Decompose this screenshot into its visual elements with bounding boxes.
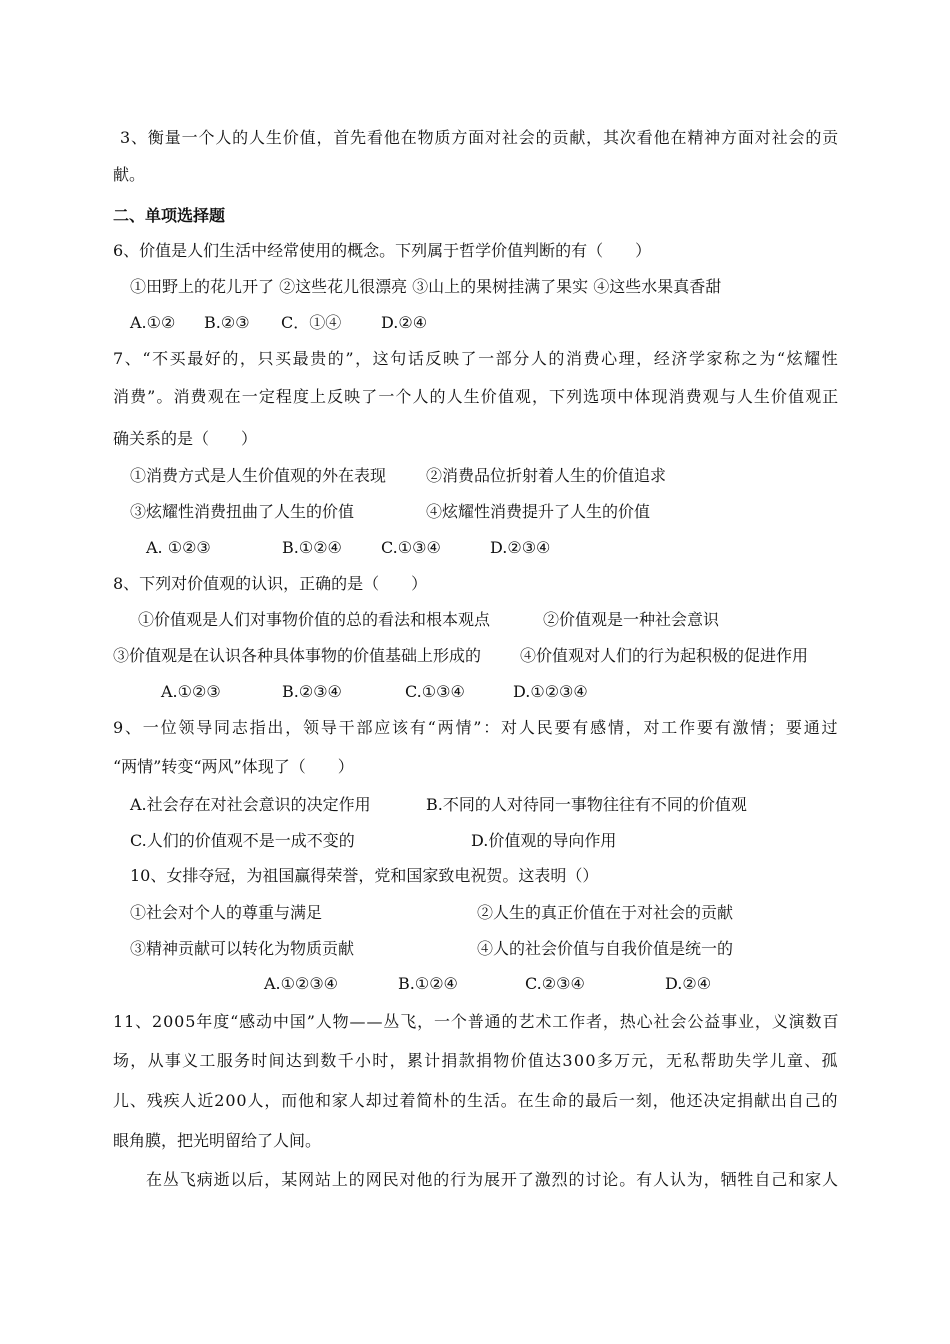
q11-line-1: 11、2005年度“感动中国”人物——丛飞，一个普通的艺术工作者，热心社会公益事业，义演数百 (113, 1012, 840, 1031)
q8-option-c: C.①③④ (405, 682, 465, 701)
q10-option-a: A.①②③④ (264, 974, 339, 993)
q6-option-a: A.①② (130, 313, 176, 332)
q6-statements: ①田野上的花儿开了 ②这些花儿很漂亮 ③山上的果树挂满了果实 ④这些水果真香甜 (130, 277, 722, 296)
q8-statement-2: ②价值观是一种社会意识 (543, 610, 720, 629)
q11-line-2: 场，从事义工服务时间达到数千小时，累计捐款捐物价值达300多万元，无私帮助失学儿童、孤 (113, 1051, 839, 1070)
q11-line-3: 儿、残疾人近200人，而他和家人却过着简朴的生活。在生命的最后一刻，他还决定捐献出自己的 (113, 1091, 839, 1110)
q9-stem-2: “两情”转变“两风”体现了（ ） (113, 757, 354, 776)
q7-option-b: B.①②④ (282, 538, 342, 557)
q7-stem-2: 消费”。消费观在一定程度上反映了一个人的人生价值观，下列选项中体现消费观与人生价值观正 (113, 387, 840, 406)
q7-option-c: C.①③④ (381, 538, 441, 557)
q10-statement-1: ①社会对个人的尊重与满足 (130, 903, 323, 922)
q8-statement-4: ④价值观对人们的行为起积极的促进作用 (520, 646, 809, 665)
q7-statement-3: ③炫耀性消费扭曲了人生的价值 (130, 502, 355, 521)
q6-option-d: D.②④ (381, 313, 428, 332)
q7-statement-1: ①消费方式是人生价值观的外在表现 (130, 466, 387, 485)
q7-statement-2: ②消费品位折射着人生的价值追求 (426, 466, 667, 485)
q6-option-c: C．①④ (281, 313, 342, 332)
q9-option-b: B.不同的人对待同一事物往往有不同的价值观 (426, 795, 747, 814)
q8-option-d: D.①②③④ (513, 682, 588, 701)
q10-statement-4: ④人的社会价值与自我价值是统一的 (477, 939, 734, 958)
q11-line-4: 眼角膜，把光明留给了人间。 (113, 1131, 322, 1150)
q9-option-a: A.社会存在对社会意识的决定作用 (130, 795, 371, 814)
q8-option-b: B.②③④ (282, 682, 342, 701)
q10-statement-3: ③精神贡献可以转化为物质贡献 (130, 939, 355, 958)
q6-stem: 6、价值是人们生活中经常使用的概念。下列属于哲学价值判断的有（ ） (113, 241, 652, 260)
q8-statement-3: ③价值观是在认识各种具体事物的价值基础上形成的 (113, 646, 482, 665)
q10-option-c: C.②③④ (525, 974, 585, 993)
q9-stem-1: 9、一位领导同志指出，领导干部应该有“两情”：对人民要有感情，对工作要有激情；要通过 (113, 718, 840, 737)
q10-statement-2: ②人生的真正价值在于对社会的贡献 (477, 903, 734, 922)
q9-option-c: C.人们的价值观不是一成不变的 (130, 831, 355, 850)
q7-option-d: D.②③④ (490, 538, 551, 557)
q6-option-b: B.②③ (204, 313, 250, 332)
q7-option-a: A. ①②③ (146, 538, 211, 557)
q7-statement-4: ④炫耀性消费提升了人生的价值 (426, 502, 651, 521)
q7-stem-1: 7、“不买最好的，只买最贵的”，这句话反映了一部分人的消费心理，经济学家称之为“炫耀性 (113, 349, 840, 368)
q3-line-1: 3、衡量一个人的人生价值，首先看他在物质方面对社会的贡献，其次看他在精神方面对社会的贡 (120, 128, 840, 147)
q7-stem-3: 确关系的是（ ） (113, 429, 258, 448)
q9-option-d: D.价值观的导向作用 (471, 831, 617, 850)
q10-stem: 10、女排夺冠，为祖国赢得荣誉，党和国家致电祝贺。这表明（） (130, 866, 599, 885)
q11-line-5: 在丛飞病逝以后，某网站上的网民对他的行为展开了激烈的讨论。有人认为，牺牲自己和家人 (146, 1170, 839, 1189)
q8-statement-1: ①价值观是人们对事物价值的总的看法和根本观点 (138, 610, 491, 629)
q10-option-b: B.①②④ (398, 974, 458, 993)
section-heading: 二、单项选择题 (113, 206, 226, 225)
q8-stem: 8、下列对价值观的认识，正确的是（ ） (113, 574, 428, 593)
q8-option-a: A.①②③ (161, 682, 221, 701)
q3-line-2: 献。 (113, 165, 146, 184)
q10-option-d: D.②④ (665, 974, 712, 993)
